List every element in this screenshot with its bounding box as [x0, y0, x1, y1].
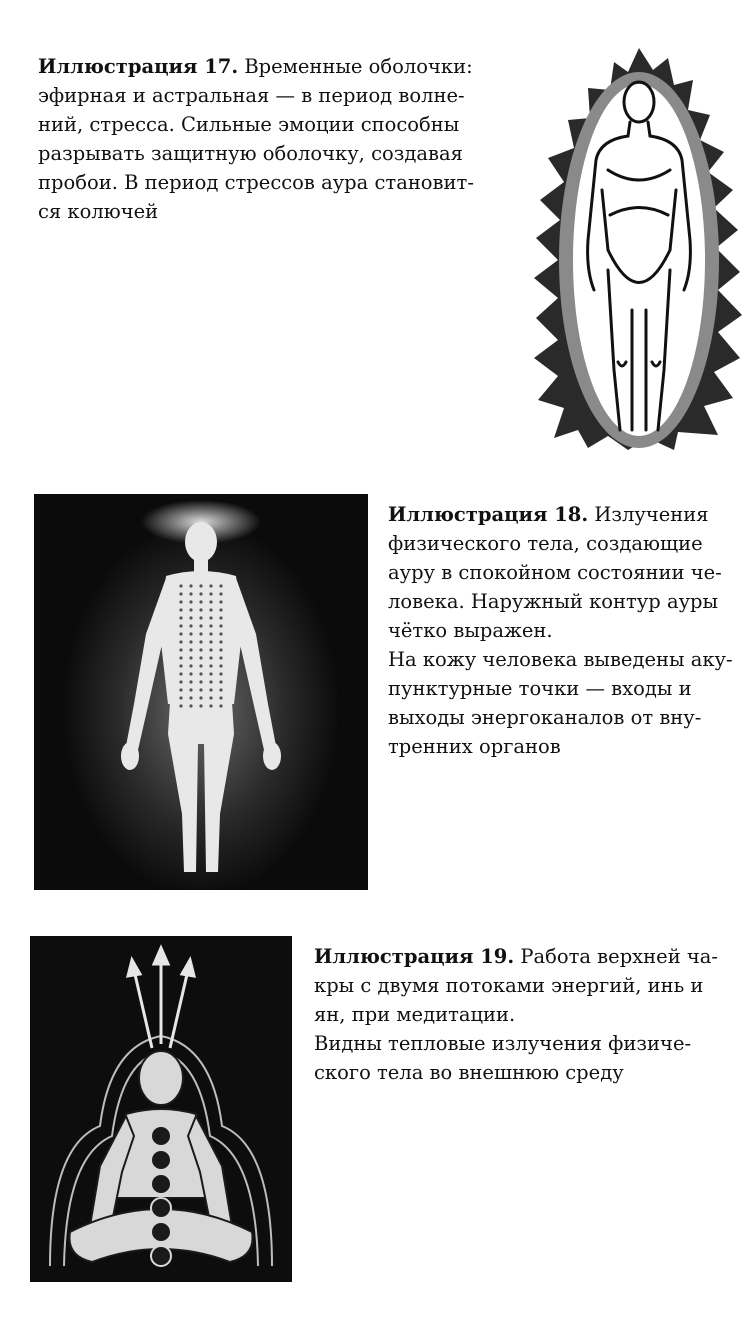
illustration-17-aura-stress	[528, 40, 750, 452]
caption-text: Излучения	[588, 503, 709, 526]
caption-lead: Иллюстрация 17.	[38, 55, 239, 78]
caption-line: ян, при медитации.	[314, 1003, 516, 1026]
caption-line	[314, 942, 744, 971]
caption-line: ся колючей	[38, 200, 159, 223]
caption-line: кры с двумя потоками энергий, инь и	[314, 974, 704, 997]
caption-line: ловека. Наружный контур ауры	[388, 590, 719, 613]
caption-line: тренних органов	[388, 735, 561, 758]
caption-line: ауру в спокойном состоянии че-	[388, 561, 722, 584]
caption-text: Работа верхней ча-	[514, 945, 719, 968]
caption-illustration-19	[314, 942, 744, 1087]
illustration-19-meditation-chakras	[30, 936, 292, 1282]
caption-line: разрывать защитную оболочку, создавая	[38, 142, 463, 165]
caption-line: пунктурные точки — входы и	[388, 677, 692, 700]
caption-line: ского тела во внешнюю среду	[314, 1061, 624, 1084]
caption-lead: Иллюстрация 18.	[388, 503, 589, 526]
caption-line: ний, стресса. Сильные эмоции способны	[38, 113, 460, 136]
caption-line	[38, 52, 506, 81]
caption-lead: Иллюстрация 19.	[314, 945, 515, 968]
caption-illustration-17	[38, 52, 506, 226]
caption-line	[388, 500, 749, 529]
caption-line: эфирная и астральная — в период волне-	[38, 84, 465, 107]
caption-line: пробои. В период стрессов аура становит-	[38, 171, 474, 194]
caption-line: чётко выражен.	[388, 619, 553, 642]
caption-line: На кожу человека выведены аку-	[388, 648, 733, 671]
caption-line: физического тела, создающие	[388, 532, 703, 555]
caption-line: выходы энергоканалов от вну-	[388, 706, 702, 729]
illustration-18-acupuncture-aura	[34, 494, 368, 890]
caption-line: Видны тепловые излучения физиче-	[314, 1032, 692, 1055]
caption-text: Временные оболочки:	[238, 55, 473, 78]
caption-illustration-18	[388, 500, 749, 761]
